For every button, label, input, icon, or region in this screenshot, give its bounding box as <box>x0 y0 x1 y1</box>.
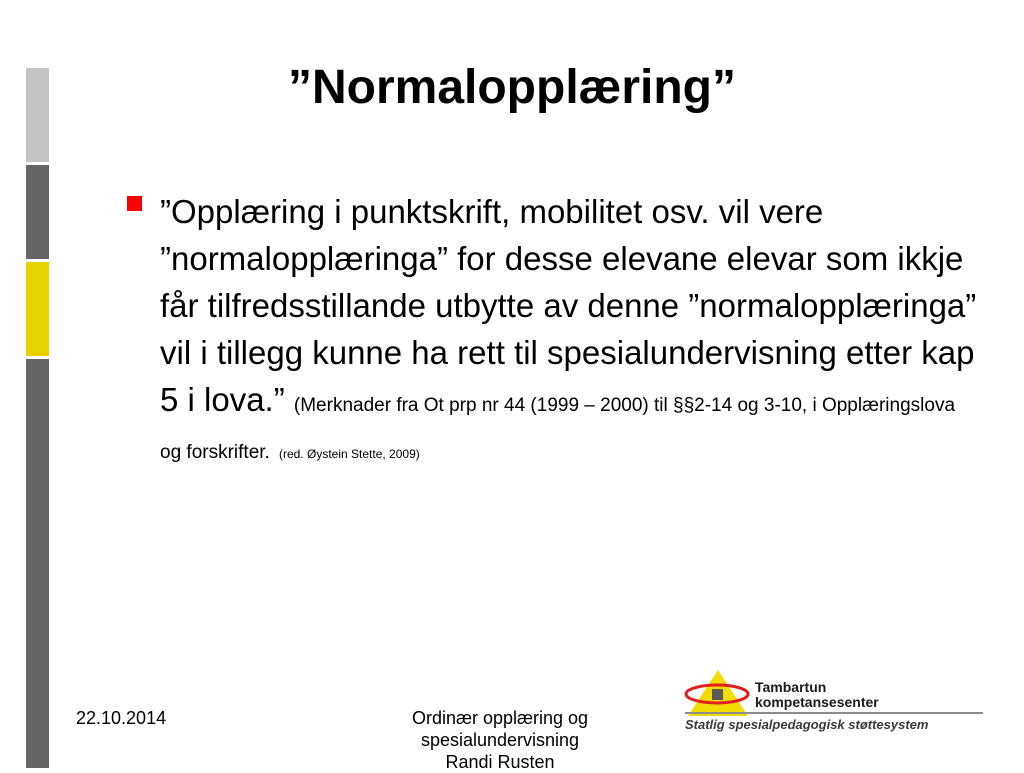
footer-line-2: spesialundervisning <box>420 730 580 750</box>
footer-date: 22.10.2014 <box>76 708 167 728</box>
quote-text: ”Opplæring i punktskrift, mobilitet osv. vil vere ”normalopplæringa” for desse elevane elevar som ikkje får tilfredsstillande utbytte av denne ”normalopplæringa” vil i tillegg kunne ha rett til spesialundervisning etter kap 5 i lova.” <box>160 193 977 418</box>
logo-divider <box>685 712 983 714</box>
side-bar-segment-yellow <box>26 262 49 356</box>
source-editor-note: (red. Øystein Stette, 2009) <box>279 447 420 461</box>
bullet-text <box>160 188 980 478</box>
bullet-square-icon <box>127 196 142 211</box>
logo-tagline: Statlig spesialpedagogisk støttesystem <box>685 717 929 732</box>
side-bar-segment-dark <box>26 165 49 259</box>
logo-triangle-icon <box>682 668 754 718</box>
logo-name-line-2: kompetansesenter <box>755 694 879 710</box>
side-bar-segment-dark-bottom <box>26 359 49 768</box>
footer-center-text <box>350 707 650 773</box>
tambartun-logo <box>682 668 982 738</box>
slide-title: ”Normalopplæring” <box>287 61 736 114</box>
logo-name <box>755 680 879 710</box>
logo-name-line-1: Tambartun <box>755 679 827 695</box>
footer-line-1: Ordinær opplæring og <box>411 708 589 728</box>
footer-line-3: Randi Rusten <box>445 752 555 772</box>
source-note: (Merknader fra Ot prp nr 44 (1999 – 2000) til §§2-14 og 3-10, i Opplæringslova og forskrifter. <box>160 395 956 463</box>
